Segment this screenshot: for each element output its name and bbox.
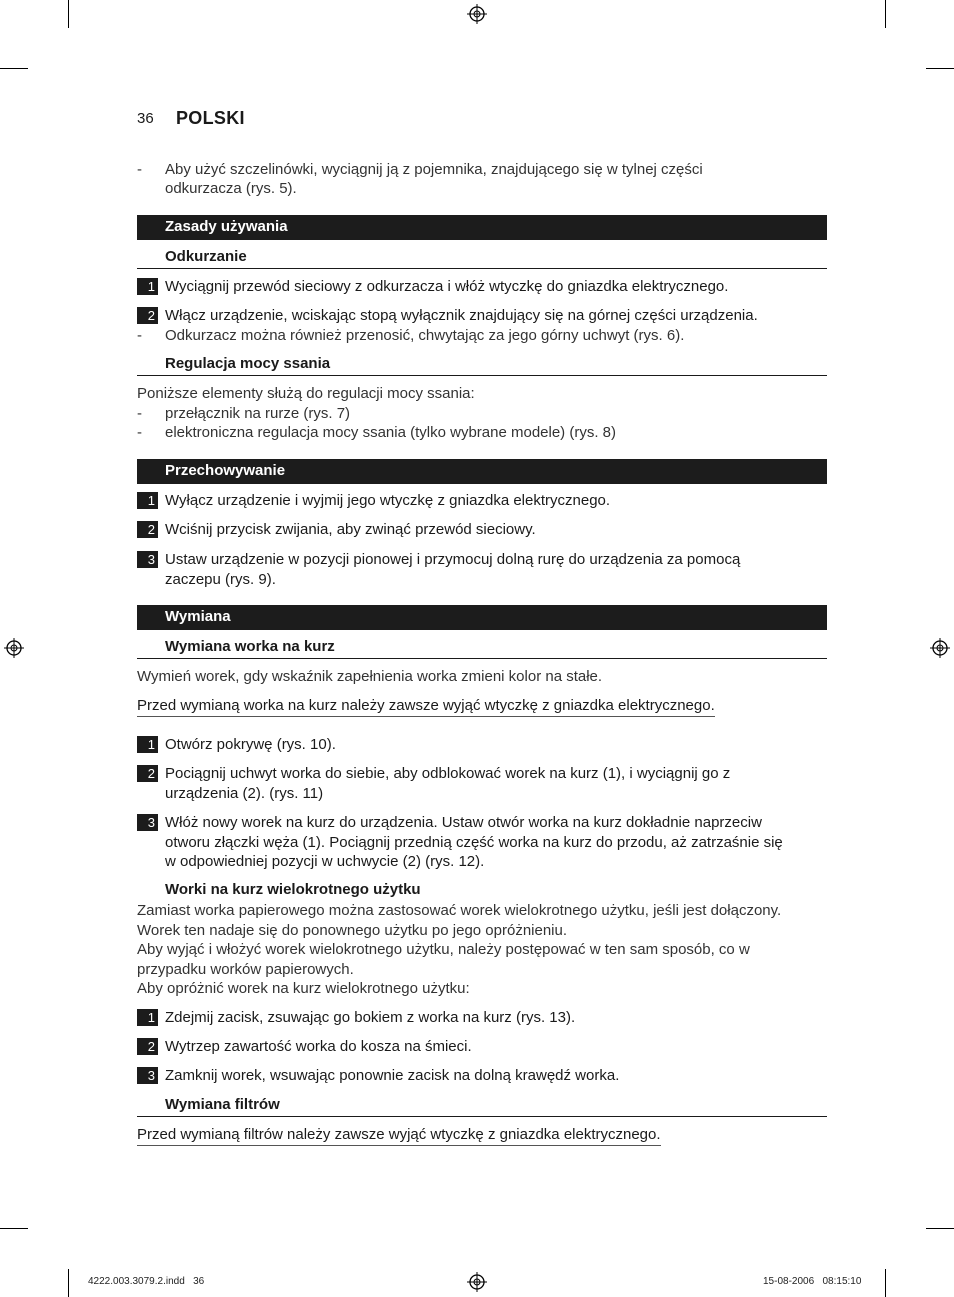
step-item: [137, 1037, 827, 1057]
crop-mark: [885, 0, 886, 28]
section-title: Wymiana: [165, 608, 231, 625]
step-text: Zamknij worek, wsuwając ponownie zacisk na dolną krawędź worka.: [165, 1067, 620, 1084]
list-item-text: przełącznik na rurze (rys. 7): [165, 405, 351, 422]
subsection-title: Wymiana filtrów: [165, 1096, 280, 1113]
crop-mark: [926, 68, 954, 69]
section-header-replacement: [137, 605, 827, 630]
crop-mark: [885, 1269, 886, 1297]
list-item: [137, 404, 827, 423]
subsection-header-vacuuming: [137, 246, 827, 269]
subsection-header-bag: [137, 636, 827, 659]
subsection-header-filters: [137, 1094, 827, 1117]
registration-crosshair-icon: [4, 638, 24, 658]
step-text: zaczepu (rys. 9).: [165, 570, 276, 588]
step-item: [137, 277, 827, 297]
registration-crosshair-icon: [930, 638, 950, 658]
step-item: [137, 813, 827, 872]
step-text: Włóż nowy worek na kurz do urządzenia. Ustaw otwór worka na kurz dokładnie naprzeciw: [165, 814, 762, 831]
crop-mark: [0, 1228, 28, 1229]
subsection-title: Wymiana worka na kurz: [165, 638, 335, 655]
list-item-text: Odkurzacz można również przenosić, chwytając za jego górny uchwyt (rys. 6).: [165, 327, 685, 344]
step-number: 3: [137, 1067, 158, 1084]
step-number: 2: [137, 521, 158, 538]
dash-bullet: -: [137, 161, 142, 178]
step-item: [137, 520, 827, 540]
step-text: Wytrzep zawartość worka do kosza na śmieci.: [165, 1038, 472, 1055]
step-text: w odpowiedniej pozycji w uchwycie (2) (rys. 12).: [165, 853, 485, 870]
page-title: POLSKI: [176, 108, 245, 128]
list-item: [137, 423, 827, 442]
step-text: Wyciągnij przewód sieciowy z odkurzacza i włóż wtyczkę do gniazdka elektrycznego.: [165, 278, 729, 295]
step-item: [137, 1008, 827, 1028]
step-item: [137, 491, 827, 511]
registration-crosshair-icon: [467, 1272, 487, 1292]
step-text: Wyłącz urządzenie i wyjmij jego wtyczkę z gniazdka elektrycznego.: [165, 492, 611, 509]
step-number: 1: [137, 492, 158, 509]
subsection-title: Worki na kurz wielokrotnego użytku: [165, 881, 421, 898]
step-number: 2: [137, 765, 158, 782]
crop-mark: [926, 1228, 954, 1229]
warning-text: Przed wymianą filtrów należy zawsze wyjąć wtyczkę z gniazdka elektrycznego.: [137, 1125, 661, 1146]
step-number: 3: [137, 551, 158, 568]
dash-bullet: -: [137, 327, 142, 344]
step-number: 1: [137, 736, 158, 753]
subsection-header-suction: [137, 353, 827, 376]
footer-timestamp: 15-08-2006 08:15:10: [763, 1276, 862, 1287]
step-number: 2: [137, 1038, 158, 1055]
section-title: Zasady używania: [165, 218, 288, 235]
page-number: 36: [137, 110, 154, 127]
registration-crosshair-icon: [467, 4, 487, 24]
subsection-title: Regulacja mocy ssania: [165, 355, 331, 372]
dash-bullet: -: [137, 424, 142, 441]
crop-mark: [68, 0, 69, 28]
step-text: Ustaw urządzenie w pozycji pionowej i przymocuj dolną rurę do urządzenia za pomocą: [165, 551, 741, 568]
list-item-text: odkurzacza (rys. 5).: [165, 180, 297, 197]
step-number: 2: [137, 307, 158, 324]
step-text: Pociągnij uchwyt worka do siebie, aby odblokować worek na kurz (1), i wyciągnij go z: [165, 765, 731, 782]
paragraph-line: przypadku worków papierowych.: [137, 960, 354, 978]
step-item: [137, 306, 827, 326]
section-header-usage: [137, 215, 827, 240]
step-item: [137, 735, 827, 755]
dash-bullet: -: [137, 405, 142, 422]
list-item: [137, 326, 827, 345]
list-item-text: elektroniczna regulacja mocy ssania (tylko wybrane modele) (rys. 8): [165, 424, 617, 441]
step-text: otworu złączki węża (1). Pociągnij przednią część worka na kurz do przodu, aż zatrzaśnie się: [165, 833, 783, 851]
section-header-storage: [137, 459, 827, 484]
footer-filename: 4222.003.3079.2.indd 36: [88, 1276, 205, 1287]
step-number: 3: [137, 814, 158, 831]
subsection-title: Odkurzanie: [165, 248, 247, 265]
crop-mark: [0, 68, 28, 69]
step-item: [137, 1066, 827, 1086]
step-text: Otwórz pokrywę (rys. 10).: [165, 736, 336, 753]
step-item: [137, 764, 827, 803]
paragraph-line: Zamiast worka papierowego można zastosować worek wielokrotnego użytku, jeśli jest dołączony.: [137, 902, 782, 919]
warning-text: Przed wymianą worka na kurz należy zawsze wyjąć wtyczkę z gniazdka elektrycznego.: [137, 696, 715, 717]
step-text: Włącz urządzenie, wciskając stopą wyłącznik znajdujący się na górnej części urządzenia.: [165, 307, 758, 324]
step-number: 1: [137, 1009, 158, 1026]
crop-mark: [68, 1269, 69, 1297]
step-text: urządzenia (2). (rys. 11): [165, 784, 324, 802]
paragraph: Poniższe elementy służą do regulacji mocy ssania:: [137, 385, 475, 402]
step-item: [137, 550, 827, 589]
step-text: Zdejmij zacisk, zsuwając go bokiem z worka na kurz (rys. 13).: [165, 1009, 576, 1026]
paragraph-line: Aby opróżnić worek na kurz wielokrotnego użytku:: [137, 980, 470, 997]
paragraph: Wymień worek, gdy wskaźnik zapełnienia worka zmieni kolor na stałe.: [137, 668, 603, 685]
paragraph: [137, 901, 827, 999]
list-item-text: Aby użyć szczelinówki, wyciągnij ją z pojemnika, znajdującego się w tylnej części: [165, 161, 703, 178]
step-number: 1: [137, 278, 158, 295]
section-title: Przechowywanie: [165, 462, 286, 479]
step-text: Wciśnij przycisk zwijania, aby zwinąć przewód sieciowy.: [165, 521, 536, 538]
paragraph-line: Aby wyjąć i włożyć worek wielokrotnego użytku, należy postępować w ten sam sposób, co w: [137, 941, 750, 958]
list-item: [137, 160, 827, 198]
paragraph-line: Worek ten nadaje się do ponownego użytku po jego opróżnieniu.: [137, 921, 568, 939]
